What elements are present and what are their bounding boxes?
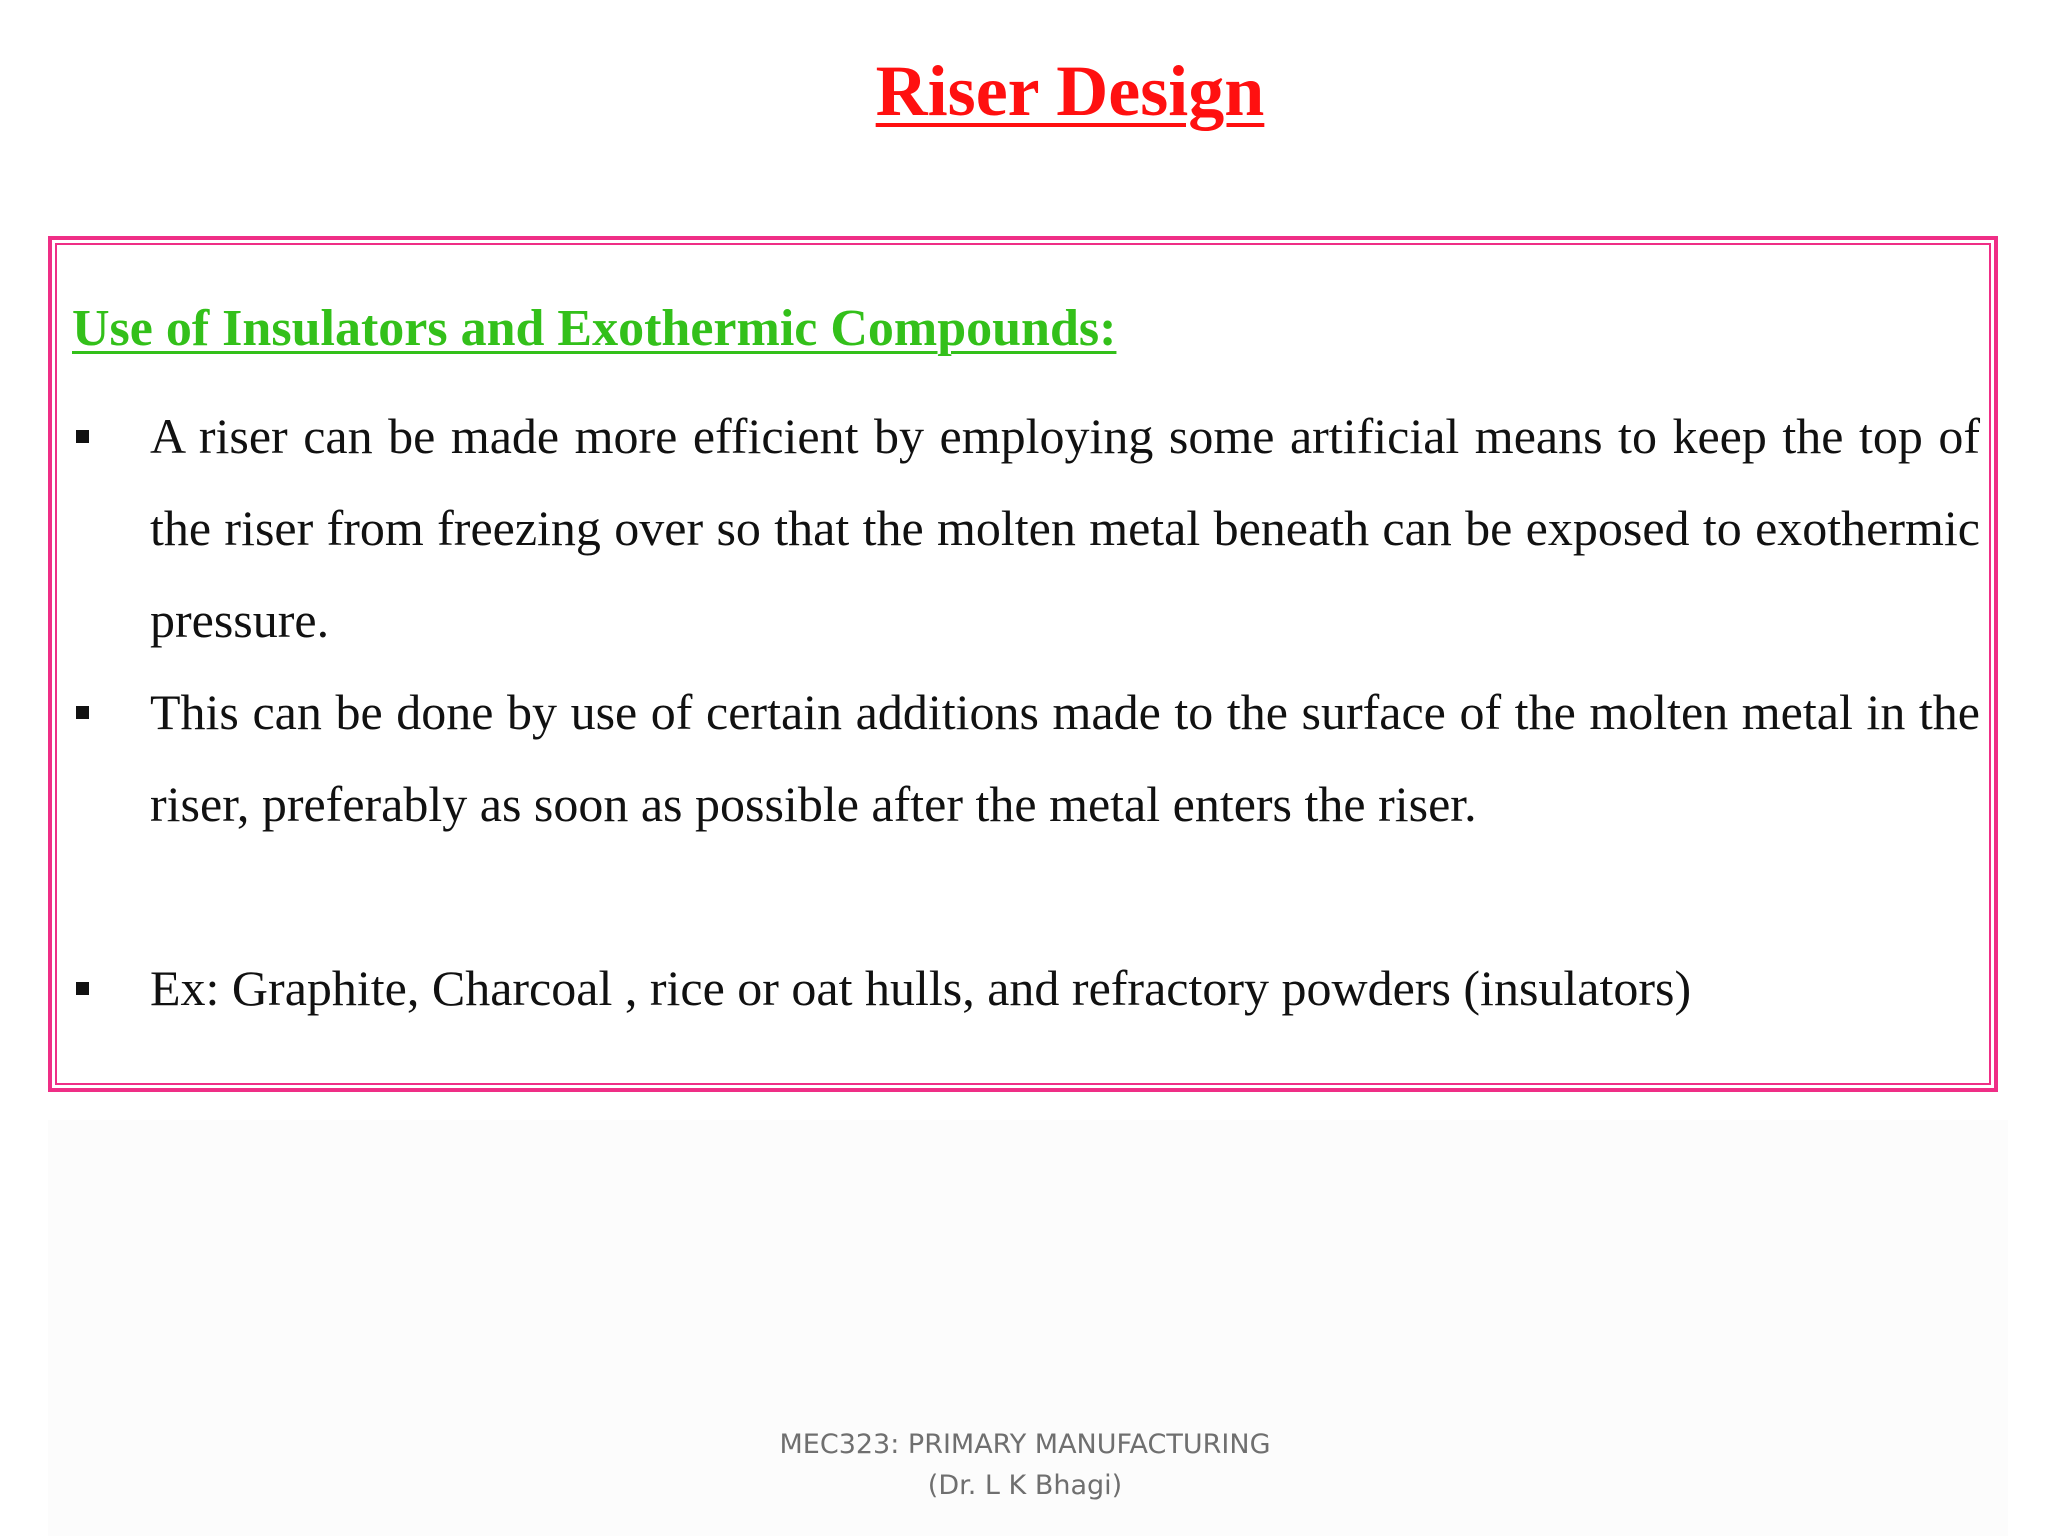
section-heading: Use of Insulators and Exothermic Compounds: bbox=[72, 300, 1117, 357]
footer-author: (Dr. L K Bhagi) bbox=[927, 1470, 1123, 1501]
bullet-item bbox=[72, 666, 1980, 850]
bullet-text: This can be done by use of certain additions made to the surface of the molten metal in the riser, preferably as soon as possible after the metal enters the riser. bbox=[150, 684, 1980, 832]
square-bullet-icon bbox=[76, 706, 89, 719]
footer-course: MEC323: PRIMARY MANUFACTURING bbox=[779, 1429, 1271, 1460]
slide-title: Riser Design bbox=[875, 51, 1265, 131]
bullet-item bbox=[72, 942, 1980, 1034]
bullet-list bbox=[72, 390, 1980, 1034]
square-bullet-icon bbox=[76, 982, 89, 995]
slide-footer bbox=[700, 1424, 1350, 1506]
bullet-item bbox=[72, 390, 1980, 666]
square-bullet-icon bbox=[76, 430, 89, 443]
bullet-text: A riser can be made more efficient by employing some artificial means to keep the top of the riser from freezing over so that the molten metal beneath can be exposed to exothermic pressure. bbox=[150, 408, 1980, 648]
bullet-text: Ex: Graphite, Charcoal , rice or oat hulls, and refractory powders (insulators) bbox=[150, 960, 1692, 1016]
